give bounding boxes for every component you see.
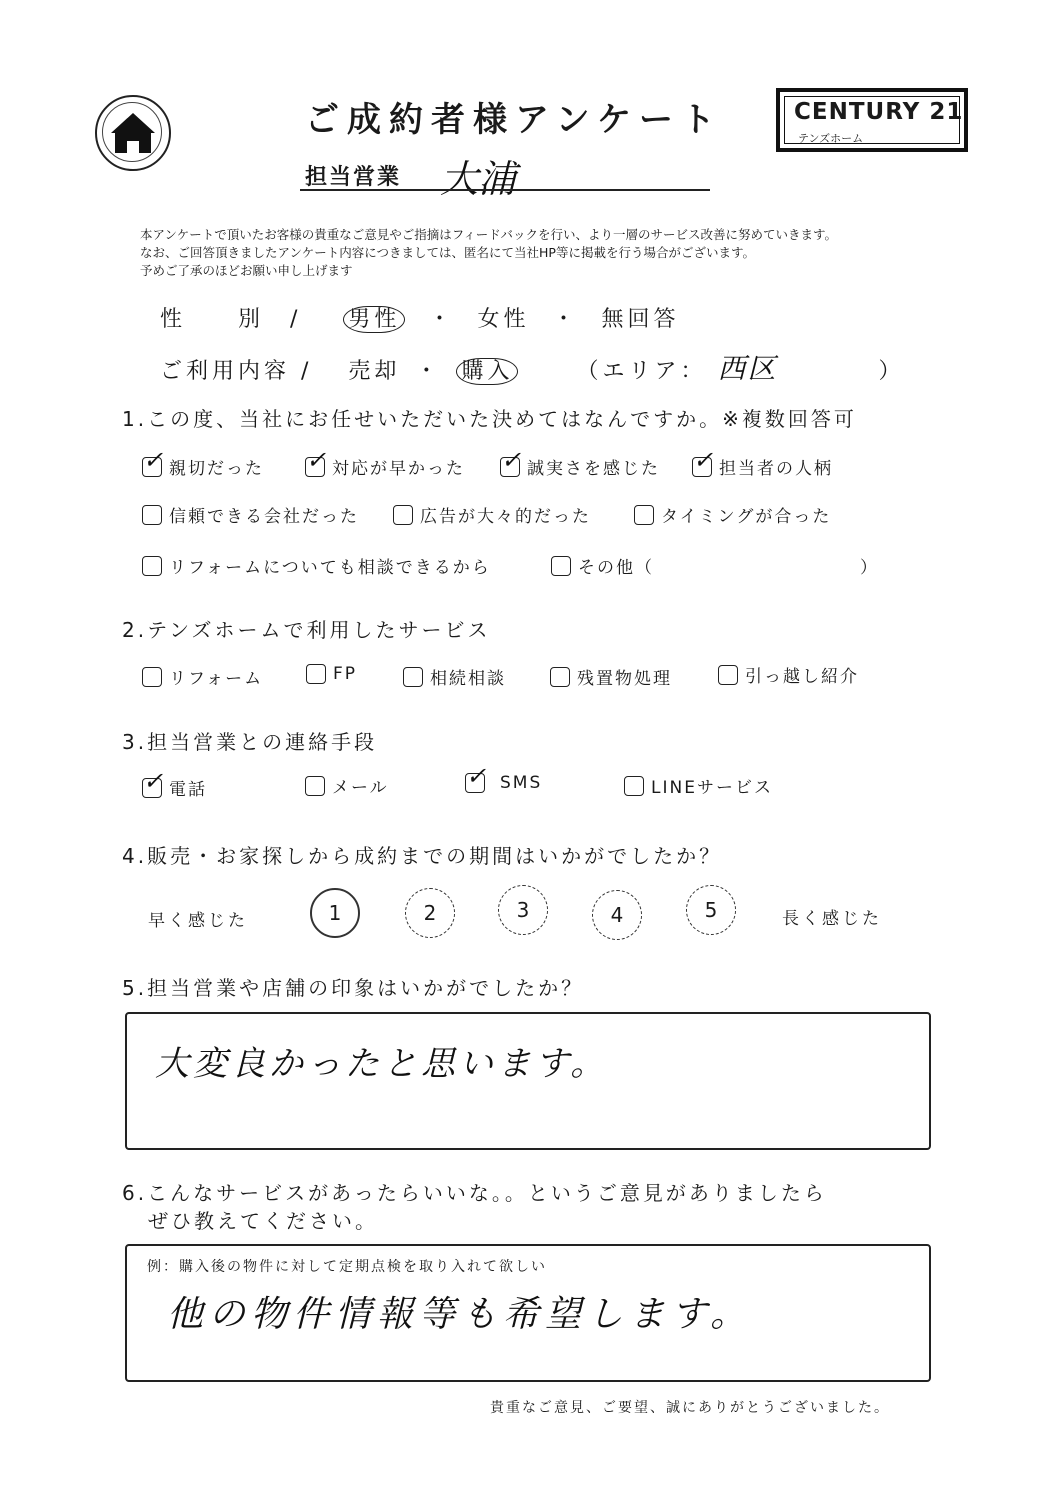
q1-option-other[interactable] bbox=[551, 553, 654, 578]
q1-option[interactable] bbox=[142, 445, 264, 479]
q3-title: 3.担当営業との連絡手段 bbox=[122, 730, 378, 754]
scale-right-label: 長く感じた bbox=[782, 909, 882, 929]
checkbox-checked[interactable] bbox=[142, 445, 166, 477]
usage-option-buy[interactable]: 購入 bbox=[456, 358, 518, 385]
area-close: ） bbox=[878, 359, 905, 384]
checkbox-checked[interactable] bbox=[142, 766, 166, 798]
option-label: LINEサービス bbox=[651, 778, 773, 798]
scale-number: 2 bbox=[423, 901, 437, 925]
closing-message: 貴重なご意見、ご要望、誠にありがとうございました。 bbox=[490, 1400, 890, 1416]
area-label: （エリア： bbox=[576, 359, 707, 384]
usage-label: ご利用内容 / bbox=[160, 359, 313, 384]
brand-name: CENTURY 21 bbox=[794, 99, 964, 125]
q5-answer-box[interactable] bbox=[125, 1012, 931, 1150]
checkbox-checked[interactable] bbox=[692, 445, 716, 477]
option-label: 引っ越し紹介 bbox=[745, 667, 859, 687]
q3-option[interactable] bbox=[624, 773, 773, 798]
q1-option[interactable] bbox=[500, 445, 660, 479]
option-label: 親切だった bbox=[169, 459, 264, 479]
checkbox[interactable] bbox=[550, 667, 570, 687]
checkbox[interactable] bbox=[306, 664, 326, 684]
q1-title: 1.この度、当社にお任せいただいた決めてはなんですか。※複数回答可 bbox=[122, 407, 857, 431]
checkbox[interactable] bbox=[634, 505, 654, 525]
option-label: SMS bbox=[500, 773, 543, 793]
q6-example: 例：購入後の物件に対して定期点検を取り入れて欲しい bbox=[147, 1259, 547, 1275]
staff-name-handwritten[interactable]: 大浦 bbox=[440, 157, 517, 201]
q4-title: 4.販売・お家探しから成約までの期間はいかがでしたか？ bbox=[122, 844, 723, 868]
q3-option[interactable] bbox=[305, 773, 389, 798]
staff-label: 担当営業 bbox=[305, 165, 402, 190]
area-value-handwritten[interactable]: 西区 bbox=[717, 352, 778, 385]
option-label: 広告が大々的だった bbox=[420, 507, 591, 527]
q6-title-line1: 6.こんなサービスがあったらいいな。。というご意見がありましたら bbox=[122, 1181, 827, 1205]
option-label: 相続相談 bbox=[430, 669, 506, 689]
q5-answer-handwritten: 大変良かったと思います。 bbox=[155, 1044, 609, 1084]
gender-option-male[interactable]: 男性 bbox=[343, 306, 405, 333]
option-label: 担当者の人柄 bbox=[719, 459, 833, 479]
q6-answer-handwritten: 他の物件情報等も希望します。 bbox=[167, 1294, 753, 1335]
q2-option[interactable] bbox=[550, 664, 672, 689]
checkbox[interactable] bbox=[624, 776, 644, 796]
scale-number: 5 bbox=[704, 898, 718, 922]
q6-title-line2: ぜひ教えてください。 bbox=[148, 1209, 378, 1233]
q3-option[interactable] bbox=[465, 762, 543, 793]
brand-logo bbox=[776, 88, 968, 152]
scale-left-label: 早く感じた bbox=[148, 911, 248, 931]
q6-answer-box[interactable] bbox=[125, 1244, 931, 1382]
usage-row bbox=[160, 347, 904, 387]
q2-option[interactable] bbox=[142, 664, 263, 689]
intro-line: なお、ご回答頂きましたアンケート内容につきましては、匿名にて当社HP等に掲載を行う場合がございます。 bbox=[140, 245, 755, 260]
q2-option[interactable] bbox=[718, 662, 859, 687]
checkbox-checked[interactable] bbox=[465, 762, 489, 793]
page-title: ご成約者様アンケート bbox=[305, 100, 723, 140]
check-icon: ✓ bbox=[143, 445, 166, 474]
checkbox[interactable] bbox=[142, 556, 162, 576]
q2-title: 2.テンズホームで利用したサービス bbox=[122, 618, 491, 642]
checkbox[interactable] bbox=[393, 505, 413, 525]
check-icon: ✓ bbox=[466, 762, 489, 790]
scale-option-5[interactable] bbox=[686, 885, 736, 935]
scale-number: 3 bbox=[516, 898, 530, 922]
scale-number: 4 bbox=[610, 903, 624, 927]
option-label: その他（ bbox=[578, 558, 654, 578]
option-label: 残置物処理 bbox=[577, 669, 672, 689]
option-label: 電話 bbox=[169, 780, 207, 800]
scale-option-1[interactable] bbox=[310, 888, 360, 938]
gender-row bbox=[160, 302, 680, 333]
scale-option-4[interactable] bbox=[592, 890, 642, 940]
checkbox-checked[interactable] bbox=[500, 445, 524, 477]
checkbox[interactable] bbox=[305, 776, 325, 796]
checkbox[interactable] bbox=[551, 556, 571, 576]
gender-option-female[interactable]: 女性 bbox=[477, 307, 530, 332]
house-logo bbox=[95, 95, 171, 171]
check-icon: ✓ bbox=[693, 445, 716, 474]
q5-title: 5.担当営業や店舗の印象はいかがでしたか？ bbox=[122, 976, 585, 1000]
option-label: リフォーム bbox=[169, 669, 264, 689]
intro-line: 本アンケートで頂いたお客様の貴重なご意見やご指摘はフィードバックを行い、より一層のサービス改善に努めていきます。 bbox=[140, 227, 838, 242]
scale-option-3[interactable] bbox=[498, 885, 548, 935]
checkbox[interactable] bbox=[718, 665, 738, 685]
q1-option[interactable] bbox=[692, 445, 833, 479]
check-icon: ✓ bbox=[501, 445, 524, 474]
gender-option-noanswer[interactable]: 無回答 bbox=[601, 307, 680, 332]
staff-underline bbox=[300, 189, 710, 191]
check-icon: ✓ bbox=[306, 445, 329, 474]
option-label: FP bbox=[333, 664, 358, 684]
q1-option[interactable] bbox=[142, 502, 359, 527]
checkbox[interactable] bbox=[403, 667, 423, 687]
q1-option[interactable] bbox=[305, 445, 465, 479]
option-label: メール bbox=[332, 778, 389, 798]
check-icon: ✓ bbox=[143, 766, 166, 795]
house-icon bbox=[97, 97, 169, 169]
separator: ・ bbox=[428, 307, 455, 332]
checkbox[interactable] bbox=[142, 505, 162, 525]
q1-other-close: ） bbox=[860, 558, 879, 578]
intro-text bbox=[140, 226, 940, 280]
q1-option[interactable] bbox=[142, 553, 491, 578]
option-label: 誠実さを感じた bbox=[527, 459, 660, 479]
checkbox-checked[interactable] bbox=[305, 445, 329, 477]
q1-option[interactable] bbox=[393, 502, 591, 527]
scale-number: 1 bbox=[328, 901, 342, 925]
option-label: 信頼できる会社だった bbox=[169, 507, 359, 527]
q1-option[interactable] bbox=[634, 502, 831, 527]
q2-option[interactable] bbox=[403, 664, 506, 689]
usage-option-sell[interactable]: 売却 bbox=[348, 359, 401, 384]
scale-option-2[interactable] bbox=[405, 888, 455, 938]
option-label: 対応が早かった bbox=[332, 459, 465, 479]
brand-subtitle: テンズホーム bbox=[798, 132, 864, 145]
separator: ・ bbox=[552, 307, 579, 332]
separator: ・ bbox=[415, 359, 442, 384]
option-label: タイミングが合った bbox=[661, 507, 832, 527]
q3-option[interactable] bbox=[142, 766, 207, 800]
gender-label: 性 別 / bbox=[160, 307, 302, 332]
checkbox[interactable] bbox=[142, 667, 162, 687]
option-label: リフォームについても相談できるから bbox=[169, 558, 491, 578]
intro-line: 予めご了承のほどお願い申し上げます bbox=[140, 263, 353, 278]
q2-option[interactable] bbox=[306, 664, 357, 684]
